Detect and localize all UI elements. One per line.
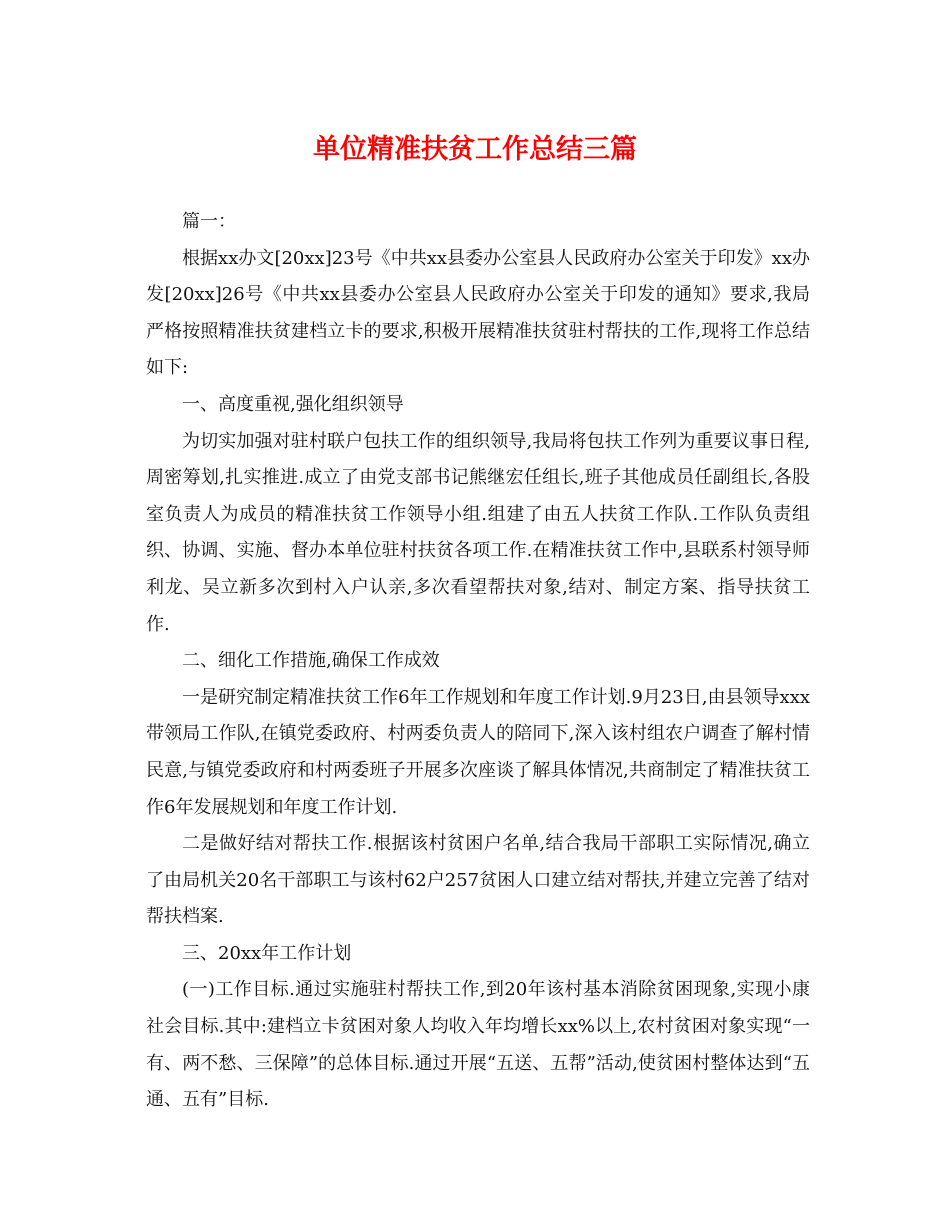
page-title: 单位精准扶贫工作总结三篇 — [313, 134, 637, 165]
section-label: 篇一： — [182, 211, 236, 232]
body-paragraph: 二是做好结对帮扶工作.根据该村贫困户名单,结合我局干部职工实际情况,确立了由局机关20名干部职工与该村62户257贫困人口建立结对帮扶,并建立完善了结对帮扶档案. — [146, 833, 810, 928]
body-paragraph: 为切实加强对驻村联户包扶工作的组织领导,我局将包扶工作列为重要议事日程,周密筹划,扎实推进.成立了由党支部书记熊继宏任组长,班子其他成员任副组长,各股室负责人为成员的精准扶贫工作领导小组.组建了由五人扶贫工作队.工作队负责组织、协调、实施、督办本单位驻村扶贫各项工作.在精准扶贫工作中,县联系村领导师利龙、吴立新多次到村入户认亲,多次看望帮扶对象,结对、制定方案、指导扶贫工作. — [146, 430, 810, 635]
document-body — [146, 204, 810, 1119]
intro-paragraph: 根据xx办文[20xx]23号《中共xx县委办公室县人民政府办公室关于印发》xx办发[20xx]26号《中共xx县委办公室县人民政府办公室关于印发的通知》要求,我局严格按照精准扶贫建档立卡的要求,积极开展精准扶贫驻村帮扶的工作,现将工作总结如下: — [146, 247, 810, 379]
body-paragraph: 一是研究制定精准扶贫工作6年工作规划和年度工作计划.9月23日,由县领导xxx带领局工作队,在镇党委政府、村两委负责人的陪同下,深入该村组农户调查了解村情民意,与镇党委政府和村两委班子开展多次座谈了解具体情况,共商制定了精准扶贫工作6年发展规划和年度工作计划. — [146, 686, 810, 818]
section-heading: 三、20xx年工作计划 — [182, 942, 352, 964]
section-heading: 二、细化工作措施,确保工作成效 — [182, 650, 440, 672]
body-paragraph: (一)工作目标.通过实施驻村帮扶工作,到20年该村基本消除贫困现象,实现小康社会目标.其中:建档立卡贫困对象人均收入年均增长xx%以上,农村贫困对象实现“一有、两不愁、三保障”的总体目标.通过开展“五送、五帮”活动,使贫困村整体达到“五通、五有”目标. — [146, 979, 810, 1111]
section-heading: 一、高度重视,强化组织领导 — [182, 393, 404, 415]
